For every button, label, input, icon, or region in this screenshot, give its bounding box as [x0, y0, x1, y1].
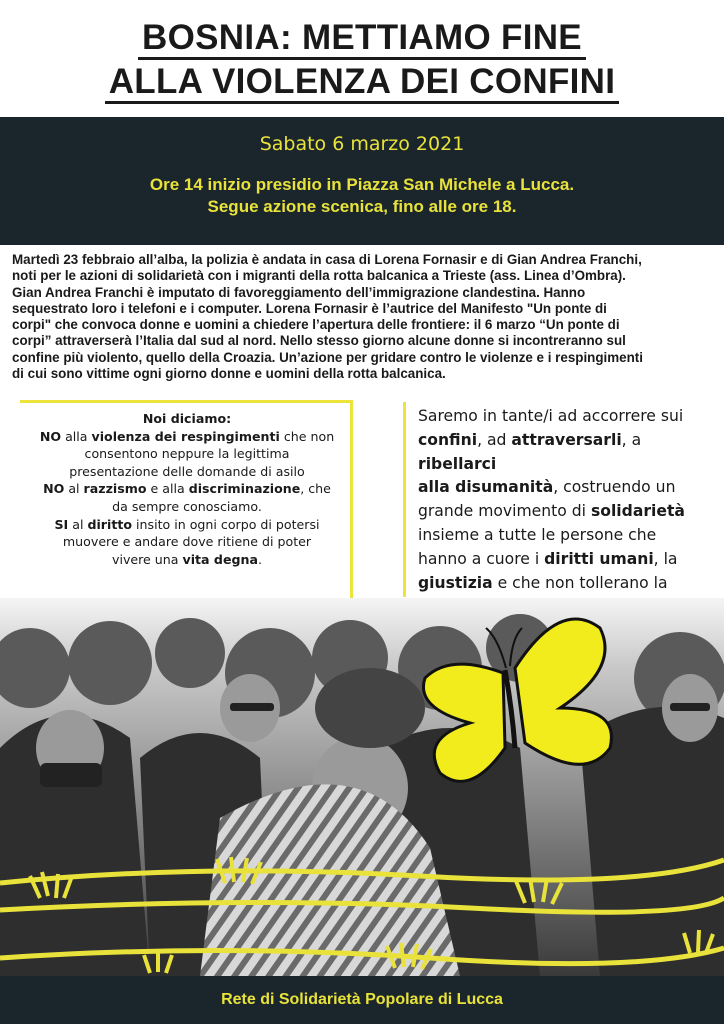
- footer-bar: [0, 976, 724, 1024]
- body-line: Martedì 23 febbraio all’alba, la polizia è andata in casa di Lorena Fornasir e di Gian Andrea Franchi,: [12, 252, 642, 267]
- noi-diciamo-block: [26, 410, 348, 568]
- statement-line: vivere una vita degna.: [112, 551, 262, 567]
- saremo-line: Saremo in tante/i ad accorrere sui: [418, 407, 684, 425]
- body-line: corpi” attraverserà l’Italia dal sud al nord. Nello stesso giorno alcune donne si incontreranno sul: [12, 333, 626, 349]
- yellow-divider: [403, 402, 406, 597]
- event-details: [0, 174, 724, 218]
- body-line: noti per le azioni di solidarietà con i migranti della rotta balcanica a Trieste (ass. Linea d’Ombra).: [12, 268, 626, 284]
- photo-illustration: [0, 598, 724, 976]
- statement-line: NO al razzismo e alla discriminazione, che: [43, 481, 331, 497]
- footer-organization: Rete di Solidarietà Popolare di Lucca: [221, 991, 503, 1008]
- body-paragraph: [12, 252, 716, 382]
- statement-line: NO alla violenza dei respingimenti che non: [39, 428, 335, 444]
- saremo-line: confini, ad attraversarli, a ribellarci: [418, 430, 642, 473]
- saremo-line: giustizia e che non tollerano la: [418, 573, 668, 592]
- event-line-1: Ore 14 inizio presidio in Piazza San Michele a Lucca.: [149, 175, 575, 194]
- body-line: Gian Andrea Franchi è imputato di favoreggiamento dell’immigrazione clandestina. Hanno: [12, 284, 586, 300]
- statement-line: da sempre conosciamo.: [112, 498, 262, 514]
- saremo-line: alla disumanità, costruendo un: [418, 478, 676, 497]
- migrants-photo: [0, 598, 724, 976]
- event-band: [0, 117, 724, 245]
- title-line-2: ALLA VIOLENZA DEI CONFINI: [0, 62, 724, 102]
- body-line: confine più violento, quello della Croazia. Un’azione per gridare contro le violenze e i respingimenti: [12, 349, 643, 365]
- body-line: sequestrato loro i telefoni e i computer. Lorena Fornasir è l’autrice del Manifesto "Un ponte di: [12, 300, 607, 316]
- saremo-line: grande movimento di solidarietà: [418, 502, 685, 521]
- statement-line: SI al diritto insito in ogni corpo di potersi: [54, 516, 320, 532]
- statement-line: consentono neppure la legittima: [84, 446, 290, 462]
- saremo-line: hanno a cuore i diritti umani, la: [418, 549, 678, 568]
- statement-line: presentazione delle domande di asilo: [69, 463, 305, 479]
- event-date: Sabato 6 marzo 2021: [259, 133, 465, 155]
- saremo-block: [418, 405, 718, 619]
- statement-line: muovere e andare dove ritiene di poter: [62, 534, 312, 550]
- title-line-1: BOSNIA: METTIAMO FINE: [0, 18, 724, 58]
- body-line: di cui sono vittime ogni giorno donne e uomini della rotta balcanica.: [12, 366, 446, 382]
- body-line: corpi" che convoca donne e uomini a chiedere l’apertura delle frontiere: il 6 marzo “Un ponte di: [12, 317, 620, 333]
- noi-diciamo-heading: Noi diciamo:: [142, 411, 232, 426]
- saremo-line: insieme a tutte le persone che: [418, 525, 657, 544]
- event-line-2: Segue azione scenica, fino alle ore 18.: [207, 197, 517, 216]
